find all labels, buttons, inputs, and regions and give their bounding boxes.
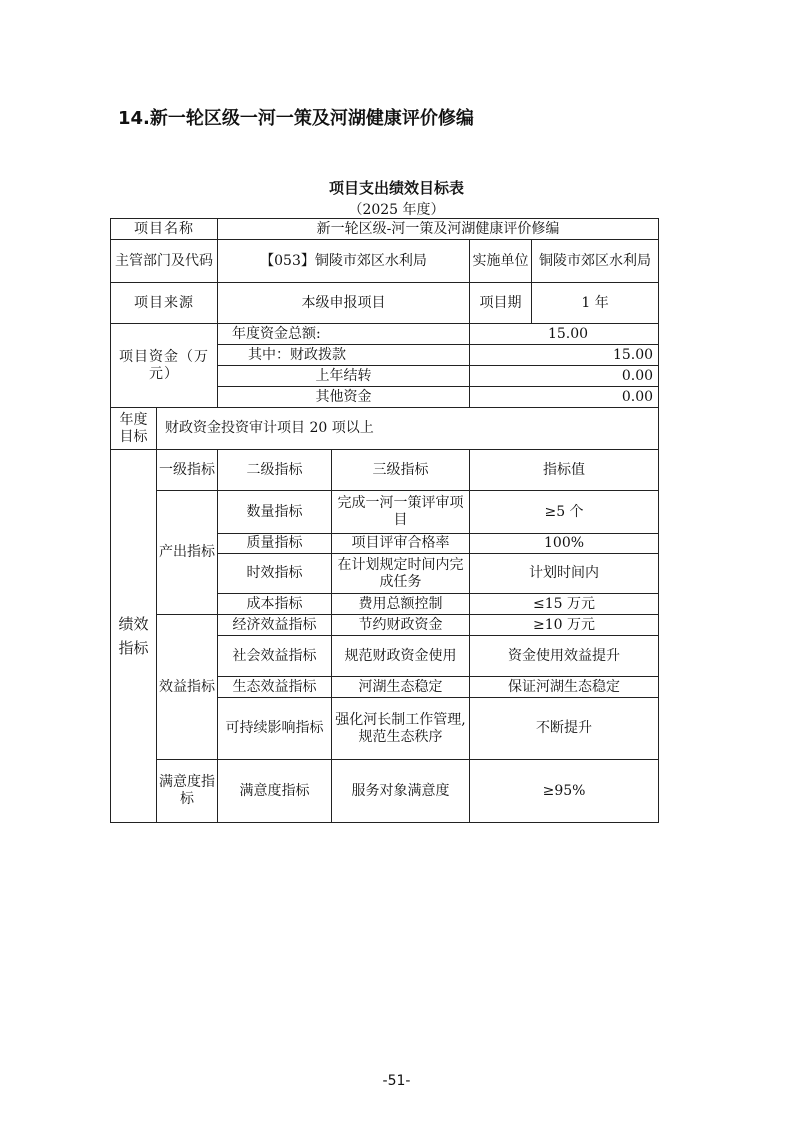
output-level2: 时效指标 [218,554,332,594]
indicators-label: 绩效指标 [111,450,157,823]
project-name-value: 新一轮区级-河一策及河湖健康评价修编 [218,219,659,240]
performance-table [110,218,659,823]
satisfaction-level3: 服务对象满意度 [332,760,470,823]
benefit-value: 资金使用效益提升 [470,636,659,677]
impl-unit-label: 实施单位 [470,240,532,283]
output-value: 计划时间内 [470,554,659,594]
goal-value: 财政资金投资审计项目 20 项以上 [157,408,659,450]
benefit-level2: 社会效益指标 [218,636,332,677]
header-level1: 一级指标 [157,450,218,491]
project-name-label: 项目名称 [111,219,218,240]
table-row [111,219,659,240]
satisfaction-group: 满意度指标 [157,760,218,823]
header-level2: 二级指标 [218,450,332,491]
output-level2: 数量指标 [218,491,332,534]
output-value: ≥5 个 [470,491,659,534]
period-label: 项目期 [470,283,532,324]
output-value: ≤15 万元 [470,594,659,615]
funds-total-label: 年度资金总额: [218,324,470,345]
funds-carryover-label: 上年结转 [218,366,470,387]
benefit-level3: 河湖生态稳定 [332,677,470,698]
benefit-level3: 规范财政资金使用 [332,636,470,677]
dept-label: 主管部门及代码 [111,240,218,283]
table-title: 项目支出绩效目标表 [328,179,464,197]
source-label: 项目来源 [111,283,218,324]
table-year: （2025 年度） [348,202,445,218]
funds-other-value: 0.00 [470,387,659,408]
funds-carryover-value: 0.00 [470,366,659,387]
table-row [111,760,659,823]
benefit-value: 不断提升 [470,698,659,760]
output-level2: 成本指标 [218,594,332,615]
page-number: -51- [382,1073,411,1089]
funds-label: 项目资金（万元） [111,324,218,408]
output-value: 100% [470,534,659,554]
benefit-level2: 经济效益指标 [218,615,332,636]
table-row [111,240,659,283]
satisfaction-level2: 满意度指标 [218,760,332,823]
table-row [111,615,659,636]
funds-total-value: 15.00 [470,324,659,345]
funds-other-label: 其他资金 [218,387,470,408]
satisfaction-value: ≥95% [470,760,659,823]
benefit-level2: 生态效益指标 [218,677,332,698]
funds-finance-label: 其中：财政拨款 [218,345,470,366]
output-level3: 项目评审合格率 [332,534,470,554]
output-level3: 完成一河一策评审项目 [332,491,470,534]
benefit-value: ≥10 万元 [470,615,659,636]
impl-unit-value: 铜陵市郊区水利局 [532,240,659,283]
table-row [111,491,659,534]
benefit-group: 效益指标 [157,615,218,760]
output-level2: 质量指标 [218,534,332,554]
header-level3: 三级指标 [332,450,470,491]
output-level3: 费用总额控制 [332,594,470,615]
benefit-level3: 强化河长制工作管理,规范生态秩序 [332,698,470,760]
funds-finance-value: 15.00 [470,345,659,366]
table-row [111,324,659,345]
section-heading: 14.新一轮区级一河一策及河湖健康评价修编 [118,108,474,129]
dept-value: 【053】铜陵市郊区水利局 [218,240,470,283]
benefit-value: 保证河湖生态稳定 [470,677,659,698]
table-row [111,450,659,491]
table-row [111,283,659,324]
output-group: 产出指标 [157,491,218,615]
table-row [111,408,659,450]
benefit-level3: 节约财政资金 [332,615,470,636]
source-value: 本级申报项目 [218,283,470,324]
header-value: 指标值 [470,450,659,491]
goal-label: 年度目标 [111,408,157,450]
benefit-level2: 可持续影响指标 [218,698,332,760]
output-level3: 在计划规定时间内完成任务 [332,554,470,594]
period-value: 1 年 [532,283,659,324]
